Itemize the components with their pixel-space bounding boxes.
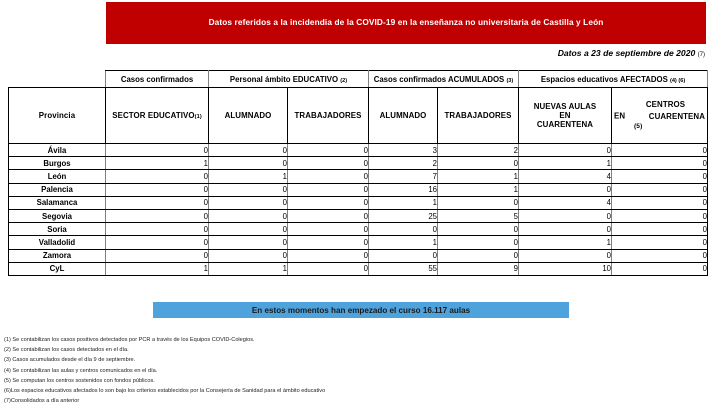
cell-sector-educativo: 0: [106, 183, 209, 196]
cell-sector-educativo: 0: [106, 236, 209, 249]
cell-trabajadores-personal: 0: [288, 249, 369, 262]
group-header-casos-acumulados: [369, 71, 519, 88]
nuevas-aulas-line1: NUEVAS AULAS: [533, 102, 597, 111]
cell-trabajadores-personal: 0: [288, 144, 369, 157]
province-name: Soria: [9, 223, 106, 236]
summary-banner-text: En estos momentos han empezado el curso 16.117 aulas: [251, 305, 471, 315]
cell-nuevas-aulas: 1: [519, 236, 612, 249]
footnote-item: (2) Se contabilizan los casos detectados en el día.: [4, 347, 129, 354]
cell-sector-educativo: 1: [106, 157, 209, 170]
group-header-sup: (3): [506, 77, 514, 84]
cell-nuevas-aulas: 0: [519, 183, 612, 196]
cell-alumnado-personal: 1: [209, 262, 288, 275]
table-row: [9, 236, 708, 249]
cell-nuevas-aulas: 10: [519, 262, 612, 275]
cell-alumnado-personal: 0: [209, 236, 288, 249]
province-name: Zamora: [9, 249, 106, 262]
cell-sector-educativo: 0: [106, 196, 209, 209]
footnote-item: (6)Los espacios educativos afectados lo son bajo los criterios establecidos por la Consejería de Sanidad para el ámbito educativo: [4, 388, 326, 395]
group-header-sup: (2): [340, 77, 348, 84]
table-row: [9, 170, 708, 183]
cell-nuevas-aulas: 0: [519, 249, 612, 262]
cell-trabajadores-acumulados: 0: [438, 196, 519, 209]
cell-trabajadores-personal: 0: [288, 196, 369, 209]
cell-nuevas-aulas: 4: [519, 170, 612, 183]
table-row-total: [9, 262, 708, 275]
cell-sector-educativo: 0: [106, 144, 209, 157]
cell-alumnado-personal: 0: [209, 157, 288, 170]
title-banner-text: Datos referidos a la incidendia de la COVID-19 en la enseñanza no universitaria de Castilla y León: [208, 17, 604, 28]
group-header-personal-ambito-educativo: [209, 71, 369, 88]
centros-footnote-ref: (5): [634, 123, 643, 131]
group-header-label: Personal ámbito EDUCATIVO: [229, 74, 339, 84]
cell-nuevas-aulas: 0: [519, 144, 612, 157]
province-name: Segovia: [9, 209, 106, 222]
cell-alumnado-acumulados: 2: [369, 157, 438, 170]
cell-centros-cuarentena: 0: [612, 209, 708, 222]
cell-centros-cuarentena: 0: [612, 183, 708, 196]
cell-nuevas-aulas: 1: [519, 157, 612, 170]
group-header-label: Espacios educativos AFECTADOS: [540, 74, 668, 84]
cell-alumnado-acumulados: 1: [369, 236, 438, 249]
covid-data-table: [8, 70, 708, 276]
cell-centros-cuarentena: 0: [612, 249, 708, 262]
cell-sector-educativo: 0: [106, 170, 209, 183]
report-date-text: Datos a 23 de septiembre de 2020: [557, 48, 696, 58]
province-name: Salamanca: [9, 196, 106, 209]
column-header-sector-educativo: [106, 88, 209, 144]
province-name: CyL: [9, 262, 106, 275]
cell-alumnado-personal: 0: [209, 144, 288, 157]
covid-data-table-container: [8, 70, 707, 276]
table-row: [9, 196, 708, 209]
cell-centros-cuarentena: 0: [612, 196, 708, 209]
column-header-nuevas-aulas-en-cuarentena: [519, 88, 612, 144]
footnotes-list: [4, 335, 564, 406]
report-date-footnote-ref: (7): [697, 52, 705, 58]
cell-trabajadores-acumulados: 5: [438, 209, 519, 222]
province-name: Valladolid: [9, 236, 106, 249]
cell-sector-educativo: 0: [106, 223, 209, 236]
cell-alumnado-acumulados: 25: [369, 209, 438, 222]
footnote-item: (1) Se contabilizan los casos positivos detectados por PCR a través de los Equipos COVID-Colegios.: [4, 337, 255, 343]
cell-trabajadores-acumulados: 2: [438, 144, 519, 157]
cell-nuevas-aulas: 4: [519, 196, 612, 209]
nuevas-aulas-line2: EN: [559, 111, 571, 120]
group-header-spacer: [9, 71, 106, 88]
cell-trabajadores-personal: 0: [288, 209, 369, 222]
nuevas-aulas-line3: CUARENTENA: [536, 120, 594, 129]
cell-alumnado-acumulados: 16: [369, 183, 438, 196]
table-row: [9, 223, 708, 236]
province-name: León: [9, 170, 106, 183]
column-header-label: SECTOR EDUCATIVO: [112, 111, 195, 120]
cell-alumnado-acumulados: 0: [369, 223, 438, 236]
group-header-label: Casos confirmados: [120, 74, 194, 84]
cell-alumnado-personal: 1: [209, 170, 288, 183]
column-header-centros-en-cuarentena: [612, 88, 708, 144]
en-label: EN: [614, 111, 626, 120]
cell-sector-educativo: 0: [106, 209, 209, 222]
title-banner: [106, 2, 706, 44]
summary-banner: [153, 302, 569, 318]
cell-trabajadores-acumulados: 0: [438, 223, 519, 236]
table-group-header-row: [9, 71, 708, 88]
group-header-espacios-afectados: [519, 71, 708, 88]
cell-trabajadores-acumulados: 0: [438, 157, 519, 170]
centros-line1: CENTROS: [645, 100, 686, 110]
cell-centros-cuarentena: 0: [612, 236, 708, 249]
cell-alumnado-acumulados: 1: [369, 196, 438, 209]
group-header-sup: (4) (6): [669, 77, 686, 84]
cell-nuevas-aulas: 0: [519, 209, 612, 222]
cell-alumnado-personal: 0: [209, 209, 288, 222]
province-name: Ávila: [9, 144, 106, 157]
cell-centros-cuarentena: 0: [612, 262, 708, 275]
cell-trabajadores-personal: 0: [288, 183, 369, 196]
column-header-sup: (1): [194, 114, 202, 120]
cell-trabajadores-acumulados: 1: [438, 183, 519, 196]
province-name: Palencia: [9, 183, 106, 196]
cell-alumnado-acumulados: 0: [369, 249, 438, 262]
footnote-item: (4) Se contabilizan las aulas y centros comunicados en el día.: [4, 367, 158, 374]
cell-trabajadores-personal: 0: [288, 236, 369, 249]
table-row: [9, 183, 708, 196]
cell-alumnado-personal: 0: [209, 249, 288, 262]
cell-trabajadores-acumulados: 9: [438, 262, 519, 275]
column-header-trabajadores-acumulados: TRABAJADORES: [438, 88, 519, 144]
cell-trabajadores-acumulados: 1: [438, 170, 519, 183]
column-header-alumnado-acumulados: ALUMNADO: [369, 88, 438, 144]
cell-trabajadores-personal: 0: [288, 157, 369, 170]
centros-line2: CUARENTENA: [648, 111, 706, 121]
column-header-trabajadores-personal: TRABAJADORES: [288, 88, 369, 144]
centros-block: [612, 99, 707, 131]
footnote-item: (7)Consolidados a día anterior: [4, 398, 80, 405]
cell-trabajadores-acumulados: 0: [438, 249, 519, 262]
footnote-item: (5) Se computan los centros sostenidos con fondos públicos.: [4, 377, 155, 384]
cell-alumnado-acumulados: 55: [369, 262, 438, 275]
cell-centros-cuarentena: 0: [612, 170, 708, 183]
table-sub-header-row: [9, 88, 708, 144]
column-header-provincia: Provincia: [9, 88, 106, 144]
table-row: [9, 144, 708, 157]
cell-trabajadores-personal: 0: [288, 223, 369, 236]
cell-sector-educativo: 0: [106, 249, 209, 262]
column-header-alumnado-personal: ALUMNADO: [209, 88, 288, 144]
table-row: [9, 157, 708, 170]
table-row: [9, 209, 708, 222]
cell-centros-cuarentena: 0: [612, 223, 708, 236]
cell-trabajadores-acumulados: 0: [438, 236, 519, 249]
cell-trabajadores-personal: 0: [288, 262, 369, 275]
cell-centros-cuarentena: 0: [612, 157, 708, 170]
group-header-casos-confirmados: [106, 71, 209, 88]
cell-trabajadores-personal: 0: [288, 170, 369, 183]
cell-centros-cuarentena: 0: [612, 144, 708, 157]
footnote-item: (3) Casos acumulados desde el día 9 de septiembre.: [4, 357, 136, 364]
report-date: [558, 48, 705, 58]
province-name: Burgos: [9, 157, 106, 170]
cell-alumnado-personal: 0: [209, 223, 288, 236]
cell-nuevas-aulas: 0: [519, 223, 612, 236]
cell-alumnado-personal: 0: [209, 196, 288, 209]
group-header-label: Casos confirmados ACUMULADOS: [373, 74, 505, 84]
cell-alumnado-acumulados: 7: [369, 170, 438, 183]
cell-sector-educativo: 1: [106, 262, 209, 275]
table-row: [9, 249, 708, 262]
cell-alumnado-acumulados: 3: [369, 144, 438, 157]
cell-alumnado-personal: 0: [209, 183, 288, 196]
